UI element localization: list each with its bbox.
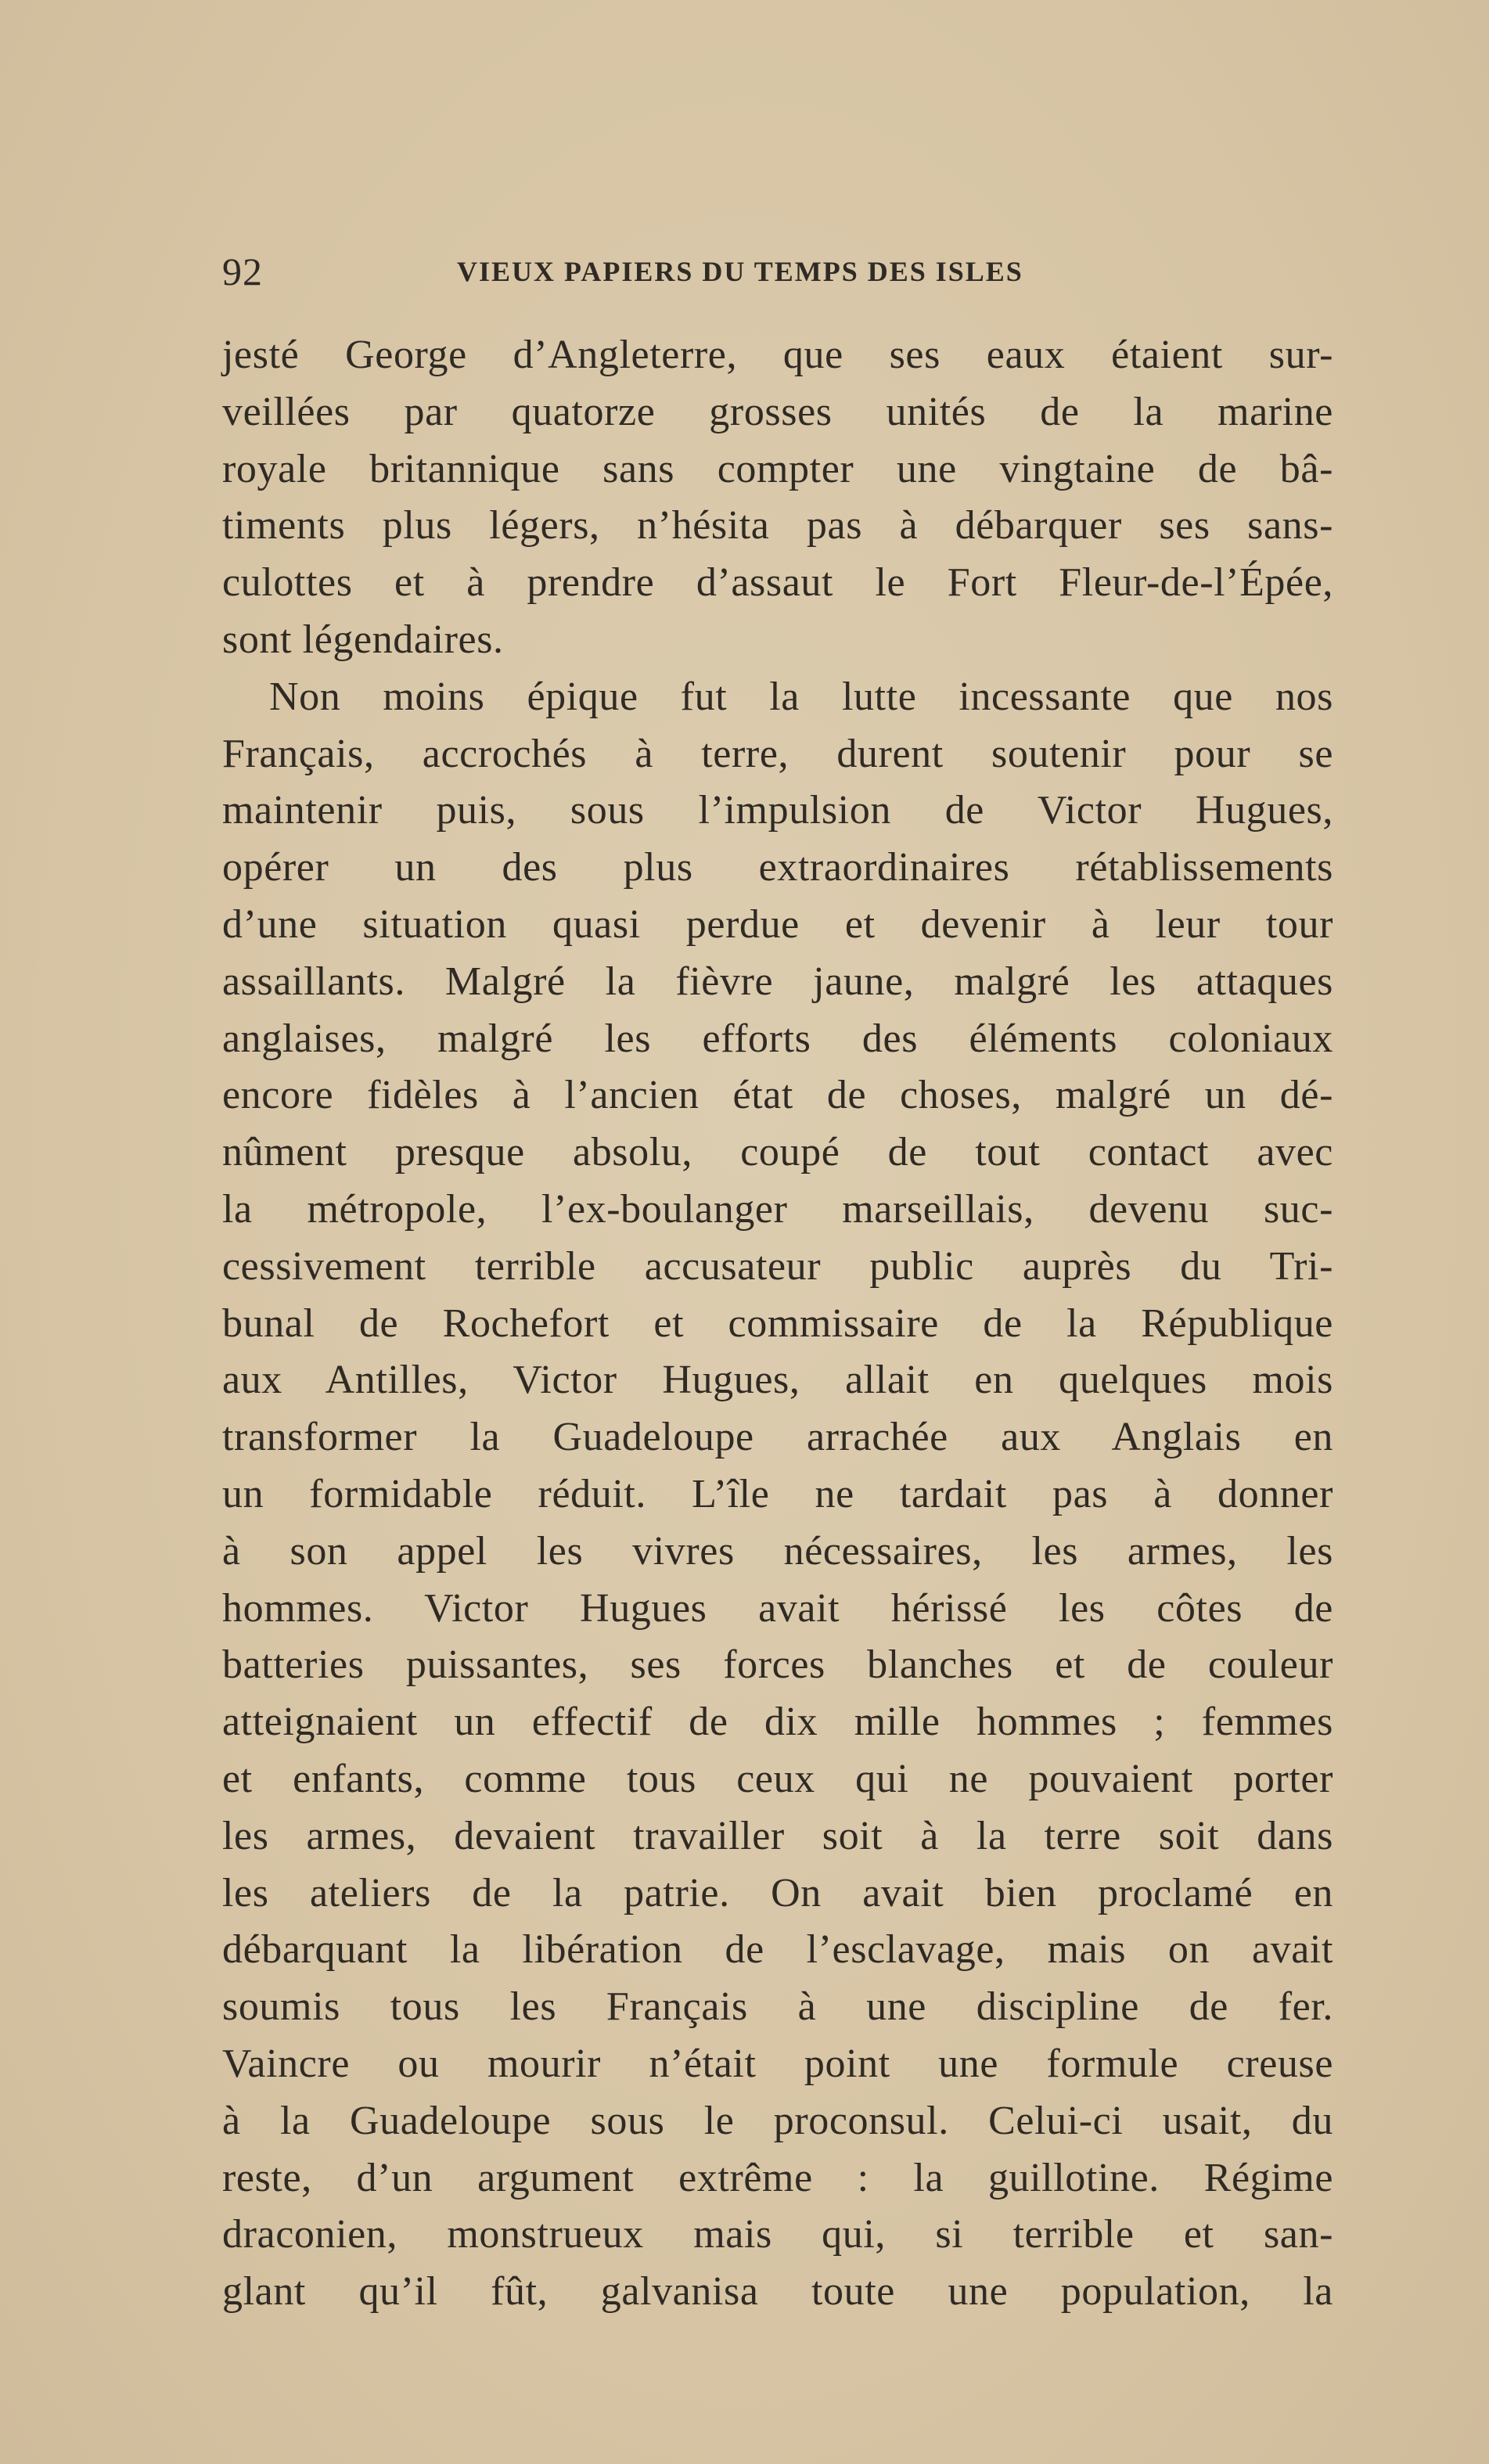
text-line: jesté George d’Angleterre, que ses eaux étaient sur- xyxy=(222,333,1333,377)
text-line: la métropole, l’ex-boulanger marseillais, devenu suc- xyxy=(222,1186,1333,1232)
body-text xyxy=(222,327,1333,2321)
text-line: et enfants, comme tous ceux qui ne pouvaient porter xyxy=(222,1756,1333,1801)
text-line: glant qu’il fût, galvanisa toute une population, la xyxy=(222,2269,1333,2315)
text-line: assaillants. Malgré la fièvre jaune, malgré les attaques xyxy=(222,959,1333,1004)
text-line: royale britannique sans compter une vingtaine de bâ- xyxy=(222,446,1333,491)
text-line: encore fidèles à l’ancien état de choses, malgré un dé- xyxy=(222,1073,1333,1118)
text-line: hommes. Victor Hugues avait hérissé les côtes de xyxy=(222,1585,1333,1631)
text-line: débarquant la libération de l’esclavage, mais on avait xyxy=(222,1927,1333,1973)
text-line: batteries puissantes, ses forces blanches et de couleur xyxy=(222,1642,1333,1688)
text-line: cessivement terrible accusateur public auprès du Tri- xyxy=(222,1243,1333,1289)
text-line: Non moins épique fut la lutte incessante que nos xyxy=(269,674,1333,719)
running-title: VIEUX PAPIERS DU TEMPS DES ISLES xyxy=(457,256,1023,287)
text-line: nûment presque absolu, coupé de tout contact avec xyxy=(222,1130,1333,1175)
text-line: soumis tous les Français à une discipline de fer. xyxy=(222,1984,1333,2030)
text-line: atteignaient un effectif de dix mille hommes ; femmes xyxy=(222,1700,1333,1745)
text-line: culottes et à prendre d’assaut le Fort Fleur-de-l’Épée, xyxy=(222,560,1333,606)
text-line: Français, accrochés à terre, durent soutenir pour se xyxy=(222,731,1333,776)
page-header xyxy=(222,249,1341,296)
text-line: un formidable réduit. L’île ne tardait pas à donner xyxy=(222,1471,1333,1516)
text-line: timents plus légers, n’hésita pas à débarquer ses sans- xyxy=(222,503,1333,549)
text-line: anglaises, malgré les efforts des éléments coloniaux xyxy=(222,1016,1333,1061)
text-line: aux Antilles, Victor Hugues, allait en quelques mois xyxy=(222,1358,1333,1403)
text-line: bunal de Rochefort et commissaire de la République xyxy=(222,1300,1333,1346)
page-number: 92 xyxy=(222,250,263,293)
text-line: à son appel les vivres nécessaires, les armes, les xyxy=(222,1528,1333,1574)
text-line: reste, d’un argument extrême : la guillotine. Régime xyxy=(222,2155,1333,2200)
text-line: d’une situation quasi perdue et devenir à leur tour xyxy=(222,901,1333,947)
text-line: transformer la Guadeloupe arrachée aux Anglais en xyxy=(222,1415,1333,1460)
text-line: veillées par quatorze grosses unités de la marine xyxy=(222,389,1333,434)
text-line: Vaincre ou mourir n’était point une formule creuse xyxy=(222,2041,1333,2086)
text-line: les ateliers de la patrie. On avait bien proclamé en xyxy=(222,1870,1333,1915)
text-line: draconien, monstrueux mais qui, si terrible et san- xyxy=(222,2212,1333,2257)
text-line: les armes, devaient travailler soit à la terre soit dans xyxy=(222,1813,1333,1858)
text-line: à la Guadeloupe sous le proconsul. Celui-ci usait, du xyxy=(222,2098,1333,2143)
text-line: opérer un des plus extraordinaires rétablissements xyxy=(222,845,1333,890)
text-line: maintenir puis, sous l’impulsion de Victor Hugues, xyxy=(222,788,1333,833)
text-line: sont légendaires. xyxy=(222,617,504,662)
